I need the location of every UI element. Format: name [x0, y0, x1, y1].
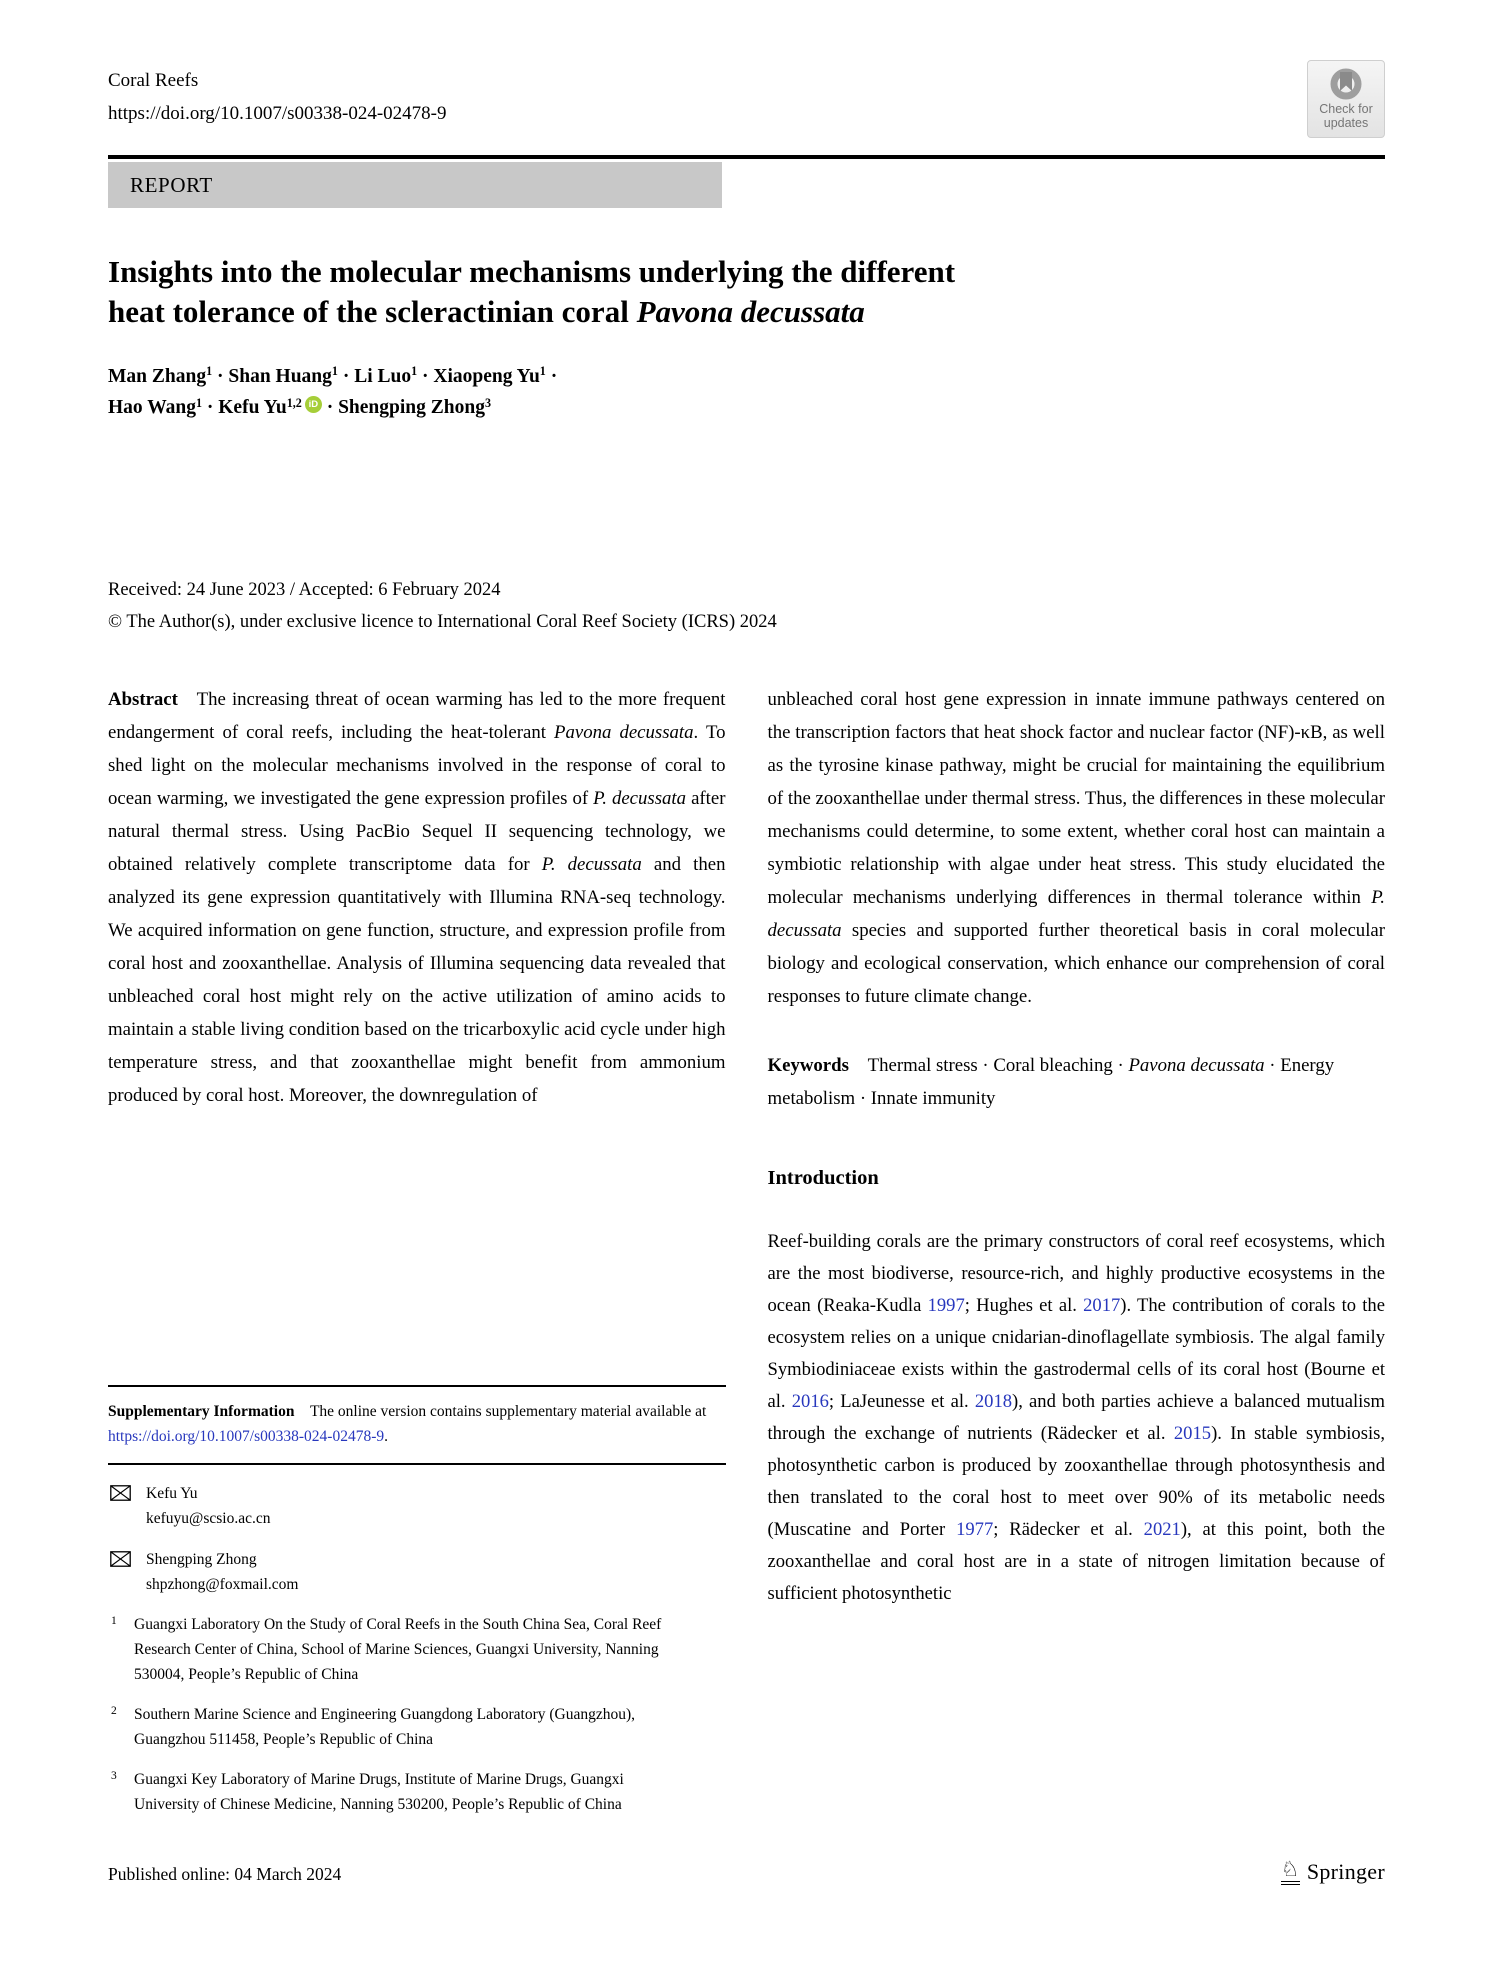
text-run: P. decussata: [767, 886, 1385, 941]
text-run: 1: [331, 363, 338, 378]
text-run: Man Zhang: [108, 365, 207, 387]
affiliation-text: Southern Marine Science and Engineering Guangdong Laboratory (Guangzhou), Guangzhou 511458, People’s Republic of China: [134, 1705, 636, 1748]
corresponding-author: [108, 1481, 726, 1531]
contact-email: shpzhong@foxmail.com: [146, 1575, 299, 1593]
text-run: The online version contains supplementary material available at: [294, 1402, 707, 1420]
header-left: [108, 70, 446, 126]
inline-link[interactable]: https://doi.org/10.1007/s00338-024-02478-9: [108, 1427, 385, 1445]
envelope-icon: [110, 1551, 131, 1567]
text-run: 1: [195, 395, 203, 410]
contact-email: kefuyu@scsio.ac.cn: [146, 1509, 271, 1527]
affiliation: [108, 1767, 726, 1817]
inline-link[interactable]: 2021: [1143, 1518, 1181, 1540]
text-run: . To shed light on the molecular mechanisms involved in the response of coral to ocean warming, we investigated the gene expression profiles of: [108, 721, 726, 809]
text-run: Pavona decussata: [1128, 1054, 1265, 1076]
text-run: 1: [539, 363, 546, 378]
page-header: [108, 70, 1385, 138]
inline-link[interactable]: 2018: [974, 1390, 1013, 1412]
springer-logo: [1281, 1859, 1385, 1885]
affiliation-number: 2: [111, 1704, 117, 1717]
text-run: ), and both parties achieve a balanced mutualism through the exchange of nutrients (Rädecker et al.: [767, 1390, 1385, 1444]
check-for-updates-badge[interactable]: [1307, 60, 1385, 138]
inline-link[interactable]: 2015: [1173, 1422, 1212, 1444]
supplementary-information: [108, 1399, 726, 1449]
text-run: ). The contribution of corals to the ecosystem relies on a unique cnidarian-dinoflagellate symbiosis. The algal family Symbiodiniaceae exists within the gastrodermal cells of its coral host (Bourne et al.: [767, 1294, 1385, 1412]
text-run: 1: [411, 363, 418, 378]
text-run: ; Hughes et al.: [964, 1294, 1084, 1316]
copyright-line: © The Author(s), under exclusive licence to International Coral Reef Society (ICRS) 2024: [108, 612, 777, 633]
text-run: 1: [206, 363, 213, 378]
text-run: · Xiaopeng Yu: [417, 365, 540, 387]
inline-link[interactable]: 1997: [927, 1294, 965, 1316]
doi-text: https://doi.org/10.1007/s00338-024-02478-9: [108, 102, 447, 124]
corresponding-author: [108, 1547, 726, 1597]
received-accepted-line: Received: 24 June 2023 / Accepted: 6 February 2024: [108, 579, 501, 600]
text-run: heat tolerance of the scleractinian coral: [108, 294, 637, 330]
text-run: · Li Luo: [337, 365, 412, 387]
keywords-paragraph: [768, 1049, 1386, 1115]
text-run: Hao Wang: [108, 397, 196, 419]
inline-link[interactable]: 1977: [956, 1518, 994, 1540]
text-run: Keywords: [767, 1054, 849, 1076]
introduction-paragraph: [768, 1226, 1386, 1610]
text-run: 1,2: [286, 395, 302, 410]
affiliation-number: 1: [111, 1614, 117, 1627]
page-footer: [108, 1859, 1385, 1885]
text-run: .: [384, 1427, 389, 1445]
contact-block: [146, 1481, 270, 1531]
text-run: Thermal stress · Coral bleaching ·: [848, 1054, 1129, 1076]
text-run: P. decussata: [541, 853, 642, 875]
text-run: Pavona decussata: [554, 721, 694, 743]
affiliation: [108, 1702, 726, 1752]
springer-knight-icon: ♘: [1281, 1859, 1300, 1885]
text-run: P. decussata: [593, 787, 687, 809]
abstract-paragraph: [108, 683, 726, 1112]
text-run: ·: [545, 365, 558, 387]
text-run: Pavona decussata: [636, 294, 865, 330]
contact-block: [146, 1547, 298, 1597]
article-type-label: REPORT: [130, 172, 213, 197]
text-run: Reef-building corals are the primary constructors of coral reef ecosystems, which are the most biodiverse, resource-rich, and highly productive ecosystems in the ocean (Reaka-Kudla: [767, 1230, 1385, 1316]
footnote-rule-mid: [108, 1463, 726, 1465]
text-run: 3: [484, 395, 491, 410]
text-run: Insights into the molecular mechanisms underlying the different: [108, 254, 956, 289]
text-run: · Kefu Yu: [202, 397, 287, 419]
affiliation-number: 3: [111, 1769, 117, 1782]
inline-link[interactable]: 2016: [791, 1390, 829, 1412]
contact-name: Shengping Zhong: [146, 1550, 257, 1568]
page-title: [108, 252, 1288, 333]
text-run: · Shengping Zhong: [321, 397, 485, 419]
inline-link[interactable]: 2017: [1083, 1294, 1121, 1316]
text-run: ; Rädecker et al.: [993, 1518, 1144, 1540]
text-run: · Shan Huang: [212, 365, 332, 387]
body-columns: [108, 683, 1385, 1817]
header-rule: [108, 155, 1385, 159]
text-run: ). In stable symbiosis, photosynthetic carbon is produced by zooxanthellae through photosynthesis and then translated to the coral host to meet over 90% of its metabolic needs (Muscatine and Porter: [767, 1422, 1385, 1540]
footnote-section: [108, 1385, 726, 1817]
text-run: species and supported further theoretical basis in coral molecular biology and ecological conservation, which enhance our comprehension of coral responses to future climate change.: [767, 919, 1385, 1007]
text-run: after natural thermal stress. Using PacBio Sequel II sequencing technology, we obtained relatively complete transcriptome data for: [108, 787, 726, 875]
introduction-heading: Introduction: [767, 1166, 879, 1189]
journal-name: Coral Reefs: [108, 70, 199, 91]
text-run: The increasing threat of ocean warming has led to the more frequent endangerment of coral reefs, including the heat-tolerant: [108, 688, 726, 743]
article-type-banner: [108, 162, 722, 208]
text-run: Supplementary Information: [108, 1402, 295, 1420]
contact-name: Kefu Yu: [146, 1484, 198, 1502]
published-online-line: Published online: 04 March 2024: [108, 1864, 342, 1884]
affiliation-text: Guangxi Laboratory On the Study of Coral Reefs in the South China Sea, Coral Reef Research Center of China, School of Marine Sciences, Guangxi University, Nanning 530004, People’s Republic of China: [134, 1615, 662, 1683]
affiliation-text: Guangxi Key Laboratory of Marine Drugs, Institute of Marine Drugs, Guangxi University of Chinese Medicine, Nanning 530200, People’s Republic of China: [134, 1770, 624, 1813]
affiliation: [108, 1612, 726, 1687]
text-run: · Energy metabolism · Innate immunity: [767, 1054, 1335, 1109]
abstract-continued-paragraph: [768, 683, 1386, 1013]
text-run: ; LaJeunesse et al.: [828, 1390, 975, 1412]
article-meta: [108, 574, 1385, 639]
text-run: and then analyzed its gene expression quantitatively with Illumina RNA-seq technology. We acquired information on gene function, structure, and expression profile from coral host and zooxanthellae. Analysis of Illumina sequencing data revealed that unbleached coral host might rely on the active utilization of amino acids to maintain a stable living condition based on the tricarboxylic acid cycle under high temperature stress, and that zooxanthellae might benefit from ammonium produced by coral host. Moreover, the downregulation of: [108, 853, 726, 1106]
author-list: [108, 361, 1385, 424]
right-column: [768, 683, 1386, 1817]
left-column: [108, 683, 726, 1817]
envelope-icon: [110, 1485, 131, 1501]
text-run: unbleached coral host gene expression in innate immune pathways centered on the transcription factors that heat shock factor and nuclear factor (NF)-κB, as well as the tyrosine kinase pathway, might be crucial for maintaining the equilibrium of the zooxanthellae under thermal stress. Thus, the differences in these molecular mechanisms could determine, to some extent, whether coral host can maintain a symbiotic relationship with algae under heat stress. This study elucidated the molecular mechanisms underlying differences in thermal tolerance within: [767, 688, 1385, 908]
orcid-icon[interactable]: iD: [305, 396, 322, 413]
footnote-rule-top: [108, 1385, 726, 1387]
text-run: ), at this point, both the zooxanthellae and coral host are in a state of nitrogen limitation because of sufficient photosynthetic: [767, 1518, 1385, 1604]
badge-label: Check for updates: [1319, 102, 1373, 131]
crossmark-icon: [1330, 68, 1362, 100]
publisher-name: Springer: [1306, 1859, 1385, 1884]
text-run: Abstract: [108, 688, 178, 710]
